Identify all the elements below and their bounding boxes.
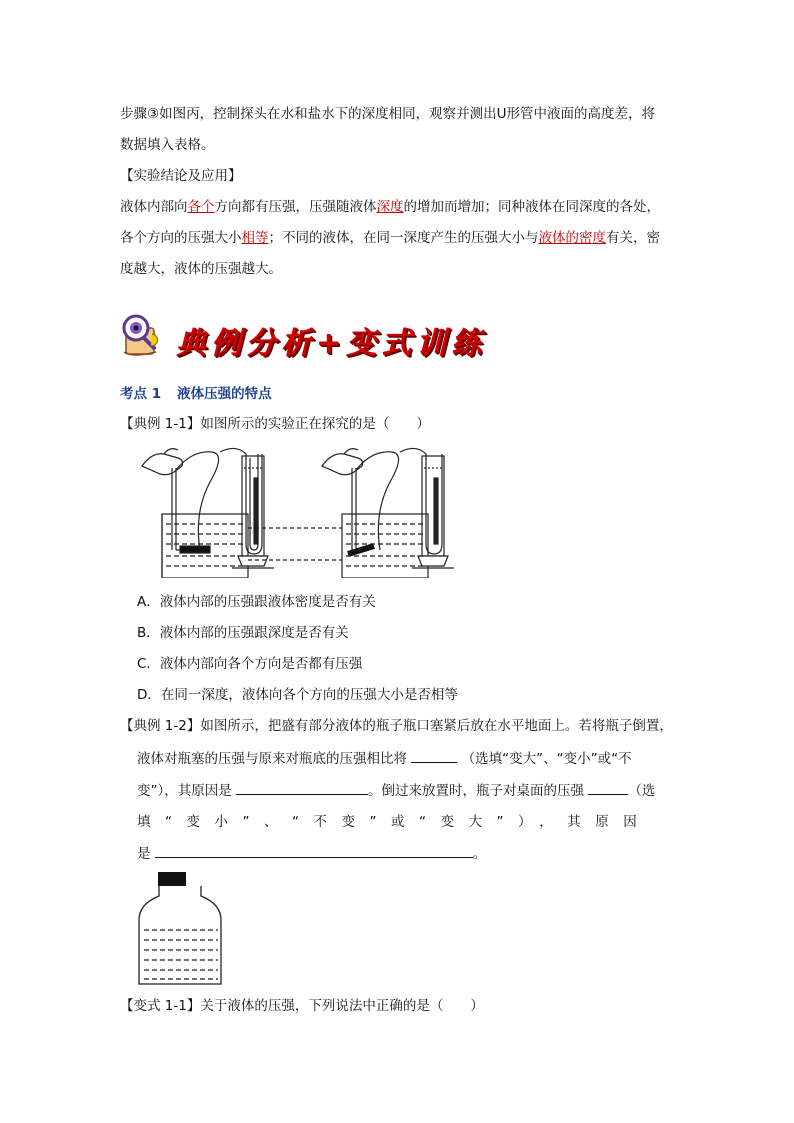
c2-a: 各个方向的压强大小 xyxy=(120,230,242,246)
q1-option-a: A．液体内部的压强跟液体密度是否有关 xyxy=(137,594,376,610)
conclusion-heading: 【实验结论及应用】 xyxy=(120,168,242,184)
q2-l3b: 。倒过来放置时，瓶子对桌面的压强 xyxy=(368,783,585,799)
q2-line-4: 填“变小”、“不变”或“变大”），其原因 xyxy=(137,814,652,830)
c1-a: 液体内部向 xyxy=(120,199,188,215)
q1-option-b: B．液体内部的压强跟深度是否有关 xyxy=(137,625,349,641)
q2-line-1: 【典例 1-2】如图所示，把盛有部分液体的瓶子瓶口塞紧后放在水平地面上。若将瓶子倒置， xyxy=(120,718,673,734)
answer-blank-4[interactable] xyxy=(155,843,473,858)
magnifier-scroll-icon xyxy=(118,312,174,358)
q2-line-3 xyxy=(137,780,655,801)
q1-stem: 【典例 1-1】如图所示的实验正在探究的是（ ） xyxy=(120,416,430,432)
q2-l5a: 是 xyxy=(137,846,151,862)
c1-e: 的增加而增加；同种液体在同深度的各处， xyxy=(403,199,660,215)
c1-c: 方向都有压强，压强随液体 xyxy=(214,199,377,215)
q2-l2a: 液体对瓶塞的压强与原来对瓶底的压强相比将 xyxy=(137,751,407,767)
q2-line-5 xyxy=(137,843,486,864)
answer-blank-2[interactable] xyxy=(236,780,368,795)
c2-c: ；不同的液体，在同一深度产生的压强大小与 xyxy=(268,230,539,246)
kaodian-label: 考点 1 xyxy=(120,386,162,402)
kaodian-title: 液体压强的特点 xyxy=(177,386,272,402)
q3-stem: 【变式 1-1】关于液体的压强，下列说法中正确的是（ ） xyxy=(120,998,484,1014)
answer-shendu: 深度 xyxy=(376,199,404,215)
q1-option-c: C．液体内部向各个方向是否都有压强 xyxy=(137,656,363,672)
q2-line-2 xyxy=(137,748,632,769)
answer-gege: 各个 xyxy=(187,199,215,215)
q2-l2b: （选填“变大”、“变小”或“不 xyxy=(461,751,632,767)
answer-blank-1[interactable] xyxy=(411,748,457,763)
conclusion-line-1 xyxy=(120,197,660,217)
step3-line-2: 数据填入表格。 xyxy=(120,137,215,153)
q1-option-d: D．在同一深度，液体向各个方向的压强大小是否相等 xyxy=(137,687,458,703)
q2-l3c: （选 xyxy=(628,783,656,799)
kaodian-heading xyxy=(120,384,272,404)
answer-blank-3[interactable] xyxy=(588,780,628,795)
c2-e: 有关，密 xyxy=(606,230,660,246)
conclusion-line-2 xyxy=(120,228,660,248)
answer-midu: 液体的密度 xyxy=(538,230,606,246)
answer-xiangdeng: 相等 xyxy=(241,230,269,246)
section-banner-title: 典例分析+变式训练 xyxy=(176,326,487,361)
conclusion-line-3: 度越大，液体的压强越大。 xyxy=(120,261,282,277)
bottle-figure xyxy=(138,868,224,990)
pressure-experiment-figure xyxy=(136,438,466,578)
step3-line-1: 步骤③如图丙，控制探头在水和盐水下的深度相同，观察并测出U形管中液面的高度差，将 xyxy=(120,106,655,122)
q2-l3a: 变”），其原因是 xyxy=(137,783,232,799)
q2-l5b: 。 xyxy=(472,846,487,862)
